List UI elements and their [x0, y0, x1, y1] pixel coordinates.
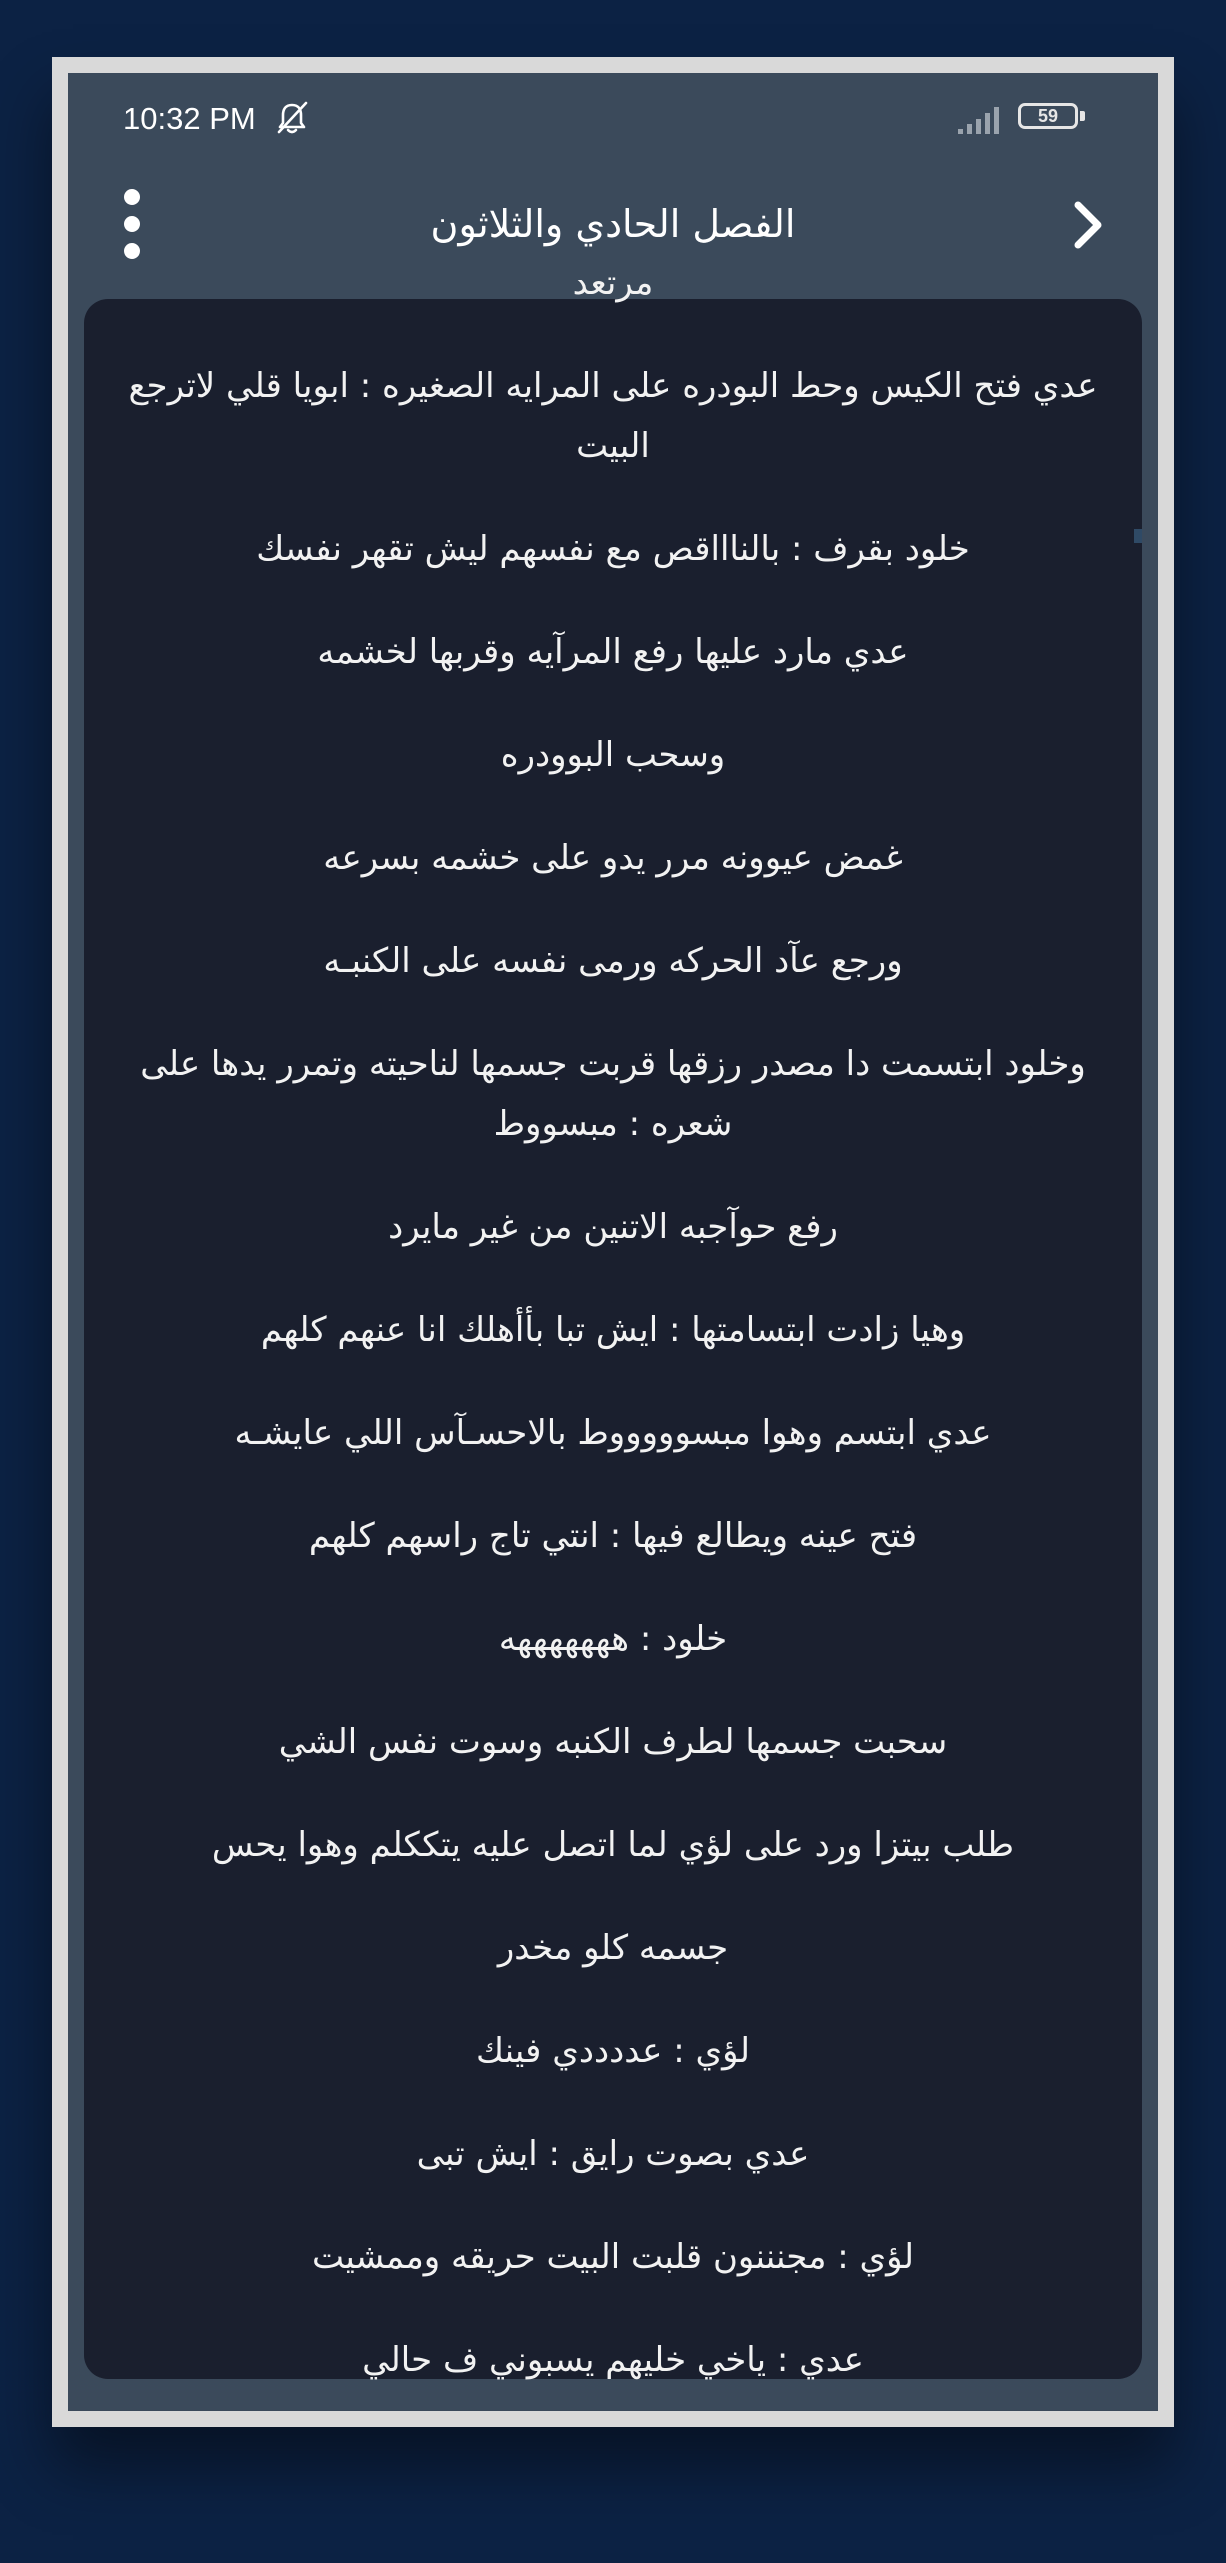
battery-tip [1080, 111, 1085, 121]
menu-dot-icon [124, 216, 140, 232]
signal-icon [956, 105, 1006, 135]
paragraph: لؤي : مجنننون قلبت البيت حريقه وممشيت [311, 2237, 915, 2277]
paragraph: خلود بقرف : بالناااقص مع نفسهم ليش تقهر نفسك [256, 529, 970, 569]
paragraph: طلب بيتزا ورد على لؤي لما اتصل عليه يتككلم وهوا يحس [211, 1825, 1015, 1865]
paragraph: جسمه كلو مخدر [497, 1928, 729, 1968]
device-frame [52, 57, 1174, 2427]
paragraph: وخلود ابتسمت دا مصدر رزقها قربت جسمها لناحيته وتمرر يدها على شعره : مبسووط [140, 1044, 1086, 1144]
paragraph: خلود : هههههههه [498, 1619, 728, 1659]
status-time: 10:32 PM [123, 101, 256, 136]
status-bar [68, 73, 1158, 163]
chapter-title: الفصل الحادي والثلاثون [430, 202, 796, 246]
paragraph: عدي مارد عليها رفع المرآيه وقربها لخشمه [317, 632, 909, 672]
chapter-content[interactable] [84, 263, 1142, 2380]
battery-icon [1018, 103, 1088, 133]
paragraph: عدي : ياخي خليهم يسبوني ف حالي [362, 2340, 864, 2380]
paragraph: عدي بصوت رايق : ايش تبى [416, 2134, 810, 2174]
paragraph: وهيا زادت ابتسامتها : ايش تبا بأأهلك انا عنهم كلهم [260, 1310, 966, 1350]
paragraph: فتح عينه ويطالع فيها : انتي تاج راسهم كلهم [308, 1516, 918, 1556]
paragraph: عدي ابتسم وهوا مبسوووووط بالاحسـآس اللي عايشـه [234, 1413, 992, 1453]
paragraph: رفع حوآجبه الاتنين من غير مايرد [388, 1207, 838, 1247]
chevron-right-icon[interactable] [1058, 193, 1118, 257]
scrollbar-thumb[interactable] [1134, 529, 1142, 543]
paragraph: غمض عيوونه مرر يدو على خشمه بسرعه [323, 838, 903, 878]
bell-muted-icon [273, 99, 311, 137]
paragraph: عدي فتح الكيس وحط البودره على المرايه الصغيره : ابويا قلي لاترجع البيت [128, 366, 1098, 466]
battery-level: 59 [1037, 106, 1059, 126]
paragraph: وسحب البوودره [500, 735, 726, 775]
paragraph: مرتعد [572, 263, 654, 303]
menu-dot-icon [124, 189, 140, 205]
app-screen [68, 73, 1158, 2411]
paragraph: ورجع عآد الحركه ورمى نفسه على الكنبـه [323, 941, 903, 981]
paragraph: سحبت جسمها لطرف الكنبه وسوت نفس الشي [278, 1722, 948, 1762]
paragraph: لؤي : عددددي فينك [475, 2031, 750, 2071]
chapter-text [114, 253, 1112, 2433]
